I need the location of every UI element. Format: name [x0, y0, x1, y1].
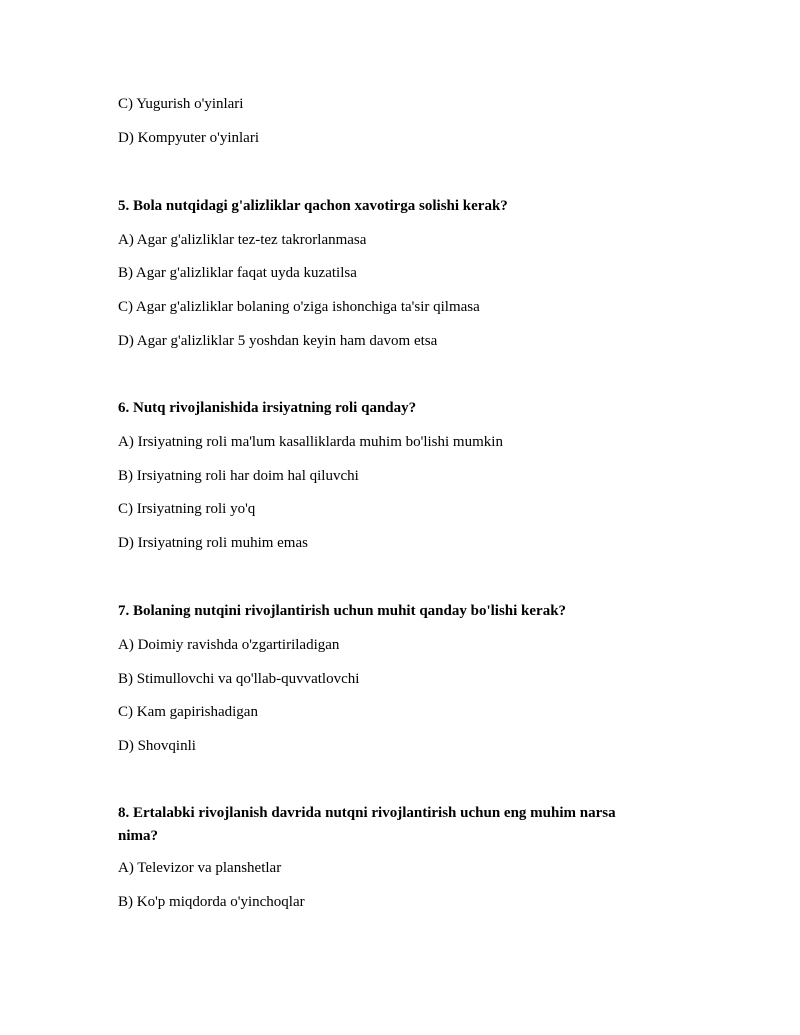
question-8-option-a: A) Televizor va planshetlar	[118, 860, 282, 876]
question-7-option-d: D) Shovqinli	[118, 738, 196, 754]
question-8-option-b: B) Ko'p miqdorda o'yinchoqlar	[118, 894, 305, 910]
prev-option-d: D) Kompyuter o'yinlari	[118, 130, 260, 146]
question-5-option-b: B) Agar g'alizliklar faqat uyda kuzatilsa	[118, 265, 357, 281]
question-6-option-a: A) Irsiyatning roli ma'lum kasalliklarda muhim bo'lishi mumkin	[118, 434, 503, 450]
question-7-option-a: A) Doimiy ravishda o'zgartiriladigan	[118, 637, 340, 653]
question-6-option-c: C) Irsiyatning roli yo'q	[118, 501, 256, 517]
question-7-title: 7. Bolaning nutqini rivojlantirish uchun muhit qanday bo'lishi kerak?	[118, 603, 567, 619]
question-5-option-c: C) Agar g'alizliklar bolaning o'ziga ishonchiga ta'sir qilmasa	[118, 299, 480, 315]
question-7-option-c: C) Kam gapirishadigan	[118, 704, 258, 720]
prev-option-c: C) Yugurish o'yinlari	[118, 96, 244, 112]
question-5-title: 5. Bola nutqidagi g'alizliklar qachon xavotirga solishi kerak?	[118, 198, 508, 214]
question-5-option-d: D) Agar g'alizliklar 5 yoshdan keyin ham davom etsa	[118, 333, 438, 349]
question-6-option-b: B) Irsiyatning roli har doim hal qiluvchi	[118, 468, 359, 484]
question-5-option-a: A) Agar g'alizliklar tez-tez takrorlanmasa	[118, 232, 367, 248]
question-8-title: 8. Ertalabki rivojlanish davrida nutqni rivojlantirish uchun eng muhim narsa nima?	[118, 805, 616, 844]
question-7-option-b: B) Stimullovchi va qo'llab-quvvatlovchi	[118, 671, 360, 687]
question-6-option-d: D) Irsiyatning roli muhim emas	[118, 535, 308, 551]
question-6-title: 6. Nutq rivojlanishida irsiyatning roli qanday?	[118, 400, 417, 416]
